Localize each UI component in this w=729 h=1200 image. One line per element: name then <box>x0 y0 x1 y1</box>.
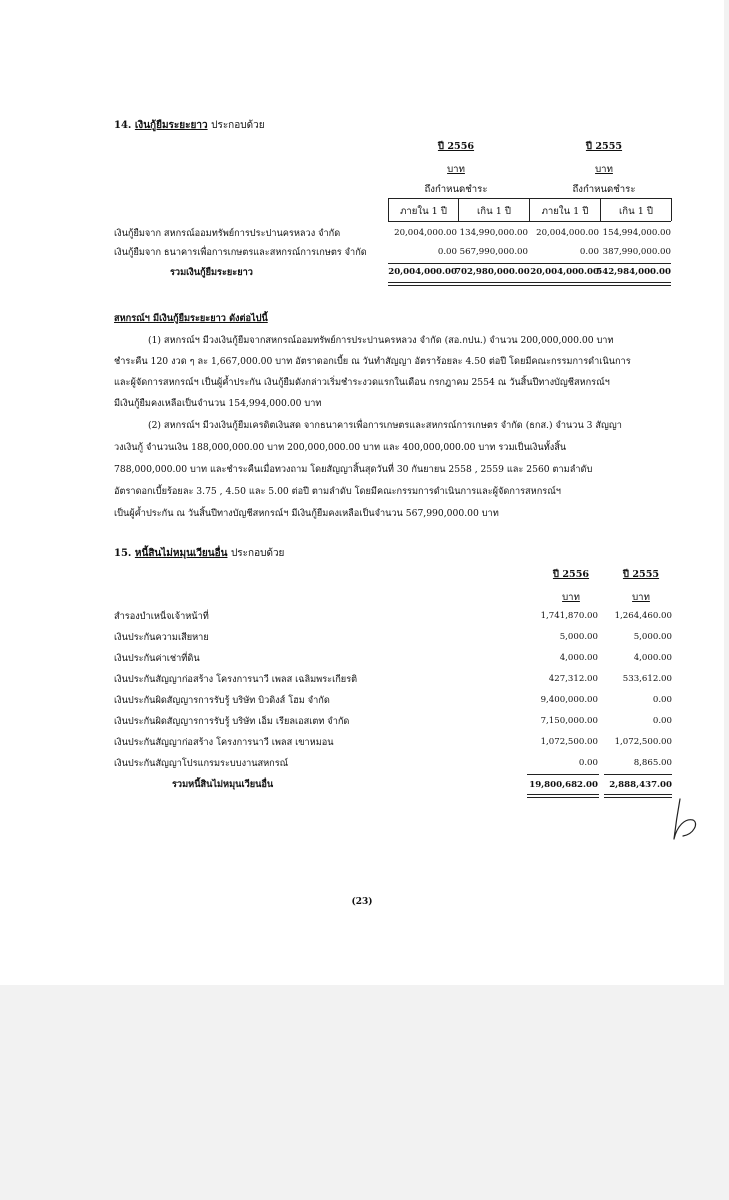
section-15-heading <box>114 546 284 561</box>
s15-row-value: 0.00 <box>652 695 672 705</box>
s15-year-2556: ปี 2556 <box>552 569 590 580</box>
s15-total-top-rule <box>604 774 672 775</box>
s14-sub-over-1y-2556: เกิน 1 ปี <box>477 206 511 217</box>
s14-row-value: 154,994,000.00 <box>602 228 671 238</box>
s14-row-value: 20,004,000.00 <box>536 228 599 238</box>
section-14-heading <box>114 118 265 133</box>
section-15-title: หนี้สินไม่หมุนเวียนอื่น <box>134 548 228 559</box>
notes-line: 788,000,000.00 บาท และชำระคืนเมื่อทวงถาม โดยสัญญาสิ้นสุดวันที่ 30 กันยายน 2558 , 2559 และ 2560 ตามลำดับ <box>114 464 593 475</box>
s14-row-label: เงินกู้ยืมจาก ธนาคารเพื่อการเกษตรและสหกรณ์การเกษตร จำกัด <box>114 247 367 258</box>
s15-unit-2556: บาท <box>562 592 580 603</box>
s15-row-label: เงินประกันผิดสัญญารการรับรู้ บริษัท เอ็ม เรียลเอสเตท จำกัด <box>114 716 350 727</box>
s14-row-label: เงินกู้ยืมจาก สหกรณ์ออมทรัพย์การประปานครหลวง จำกัด <box>114 228 341 239</box>
s14-due-2556: ถึงกำหนดชำระ <box>424 184 488 195</box>
s14-year-2555: ปี 2555 <box>585 141 623 152</box>
s15-total-top-rule <box>527 774 599 775</box>
s15-row-value: 4,000.00 <box>633 653 672 663</box>
s14-year-2556: ปี 2556 <box>437 141 475 152</box>
handwritten-initial-signature <box>668 796 702 842</box>
s14-sub-within-1y-2555: ภายใน 1 ปี <box>541 206 589 217</box>
notes-line: มีเงินกู้ยืมคงเหลือเป็นจำนวน 154,994,000.00 บาท <box>114 398 322 409</box>
s15-row-value: 8,865.00 <box>633 758 672 768</box>
s14-due-2555: ถึงกำหนดชำระ <box>572 184 636 195</box>
s14-row-value: 567,990,000.00 <box>459 247 528 257</box>
notes-line: (1) สหกรณ์ฯ มีวงเงินกู้ยืมจากสหกรณ์ออมทรัพย์การประปานครหลวง จำกัด (สอ.กปน.) จำนวน 200,000,000.00 บาท <box>148 335 614 346</box>
s14-row-value: 0.00 <box>437 247 457 257</box>
s15-total-label: รวมหนี้สินไม่หมุนเวียนอื่น <box>172 779 274 790</box>
notes-line: อัตราดอกเบี้ยร้อยละ 3.75 , 4.50 และ 5.00 ต่อปี ตามลำดับ โดยมีคณะกรรมการดำเนินการและผู้จัดการสหกรณ์ฯ <box>114 486 561 497</box>
s15-unit-2555: บาท <box>632 592 650 603</box>
notes-line: ชำระคืน 120 งวด ๆ ละ 1,667,000.00 บาท อัตราดอกเบี้ย ณ วันทำสัญญา อัตราร้อยละ 4.50 ต่อปี โดยมีคณะกรรมการดำเนินการ <box>114 356 631 367</box>
s15-row-value: 1,741,870.00 <box>540 611 598 621</box>
s14-sub-within-1y-2556: ภายใน 1 ปี <box>400 206 447 217</box>
s15-row-value: 4,000.00 <box>559 653 598 663</box>
s14-sub-over-1y-2555: เกิน 1 ปี <box>619 206 653 217</box>
page-number: (23) <box>351 897 373 907</box>
s14-total-value: 20,004,000.00 <box>530 267 599 277</box>
s14-unit-2556: บาท <box>447 164 465 175</box>
s15-row-label: เงินประกันความเสียหาย <box>114 632 209 643</box>
s15-row-value: 5,000.00 <box>559 632 598 642</box>
s15-row-label: เงินประกันค่าเช่าที่ดิน <box>114 653 200 664</box>
s15-row-value: 427,312.00 <box>548 674 598 684</box>
section-15-suffix: ประกอบด้วย <box>230 548 285 559</box>
s14-total-double-rule <box>388 282 671 286</box>
s14-row-value: 20,004,000.00 <box>394 228 457 238</box>
s14-total-value: 20,004,000.00 <box>388 267 457 277</box>
s14-total-value: 702,980,000.00 <box>455 267 530 277</box>
s15-total-value: 2,888,437.00 <box>609 780 672 790</box>
s15-row-value: 1,072,500.00 <box>540 737 598 747</box>
s15-row-label: เงินประกันสัญญาโปรแกรมระบบงานสหกรณ์ <box>114 758 289 769</box>
s15-row-label: สำรองบำเหน็จเจ้าหน้าที่ <box>114 611 209 622</box>
s15-row-label: เงินประกันผิดสัญญารการรับรู้ บริษัท บิวดิงส์ โฮม จำกัด <box>114 695 330 706</box>
s15-row-value: 0.00 <box>578 758 598 768</box>
s15-total-double-rule <box>527 794 599 798</box>
s14-header-divider <box>671 198 672 221</box>
s14-row-value: 0.00 <box>579 247 599 257</box>
section-14-suffix: ประกอบด้วย <box>211 120 265 131</box>
s14-unit-2555: บาท <box>595 164 613 175</box>
s15-row-value: 9,400,000.00 <box>540 695 598 705</box>
s15-row-label: เงินประกันสัญญาก่อสร้าง โครงการนาวี เพลส เฉลิมพระเกียรติ <box>114 674 358 685</box>
section-15-number: 15. <box>114 548 132 559</box>
s14-total-top-rule <box>388 263 671 264</box>
s14-total-value: 542,984,000.00 <box>596 267 671 277</box>
s15-row-value: 0.00 <box>652 716 672 726</box>
s15-row-value: 7,150,000.00 <box>540 716 598 726</box>
s15-year-2555: ปี 2555 <box>622 569 660 580</box>
s14-row-value: 134,990,000.00 <box>459 228 528 238</box>
s14-header-bottom-rule <box>388 221 671 222</box>
s14-row-value: 387,990,000.00 <box>602 247 671 257</box>
notes-line: วงเงินกู้ จำนวนเงิน 188,000,000.00 บาท 200,000,000.00 บาท และ 400,000,000.00 บาท รวมเป็นเงินทั้งสิ้น <box>114 442 567 453</box>
s15-row-label: เงินประกันสัญญาก่อสร้าง โครงการนาวี เพลส เขาหมอน <box>114 737 334 748</box>
notes-line: เป็นผู้ค้ำประกัน ณ วันสิ้นปีทางบัญชีสหกรณ์ฯ มีเงินกู้ยืมคงเหลือเป็นจำนวน 567,990,000.00 บาท <box>114 508 499 519</box>
notes-line: (2) สหกรณ์ฯ มีวงเงินกู้ยืมเครดิตเงินสด จากธนาคารเพื่อการเกษตรและสหกรณ์การเกษตร จำกัด (ธกส.) จำนวน 3 สัญญา <box>148 420 622 431</box>
s15-total-double-rule <box>604 794 672 798</box>
notes-heading: สหกรณ์ฯ มีเงินกู้ยืมระยะยาว ดังต่อไปนี้ <box>114 313 268 324</box>
s15-total-value: 19,800,682.00 <box>529 780 598 790</box>
notes-line: และผู้จัดการสหกรณ์ฯ เป็นผู้ค้ำประกัน เงินกู้ยืมดังกล่าวเริ่มชำระงวดแรกในเดือน กรกฎาคม 2554 ณ วันสิ้นปีทางบัญชีสหกรณ์ฯ <box>114 377 610 388</box>
section-14-number: 14. <box>114 120 132 131</box>
section-14-title: เงินกู้ยืมระยะยาว <box>134 120 208 131</box>
s15-row-value: 1,072,500.00 <box>614 737 672 747</box>
s14-total-label: รวมเงินกู้ยืมระยะยาว <box>170 267 253 278</box>
s15-row-value: 533,612.00 <box>622 674 672 684</box>
s15-row-value: 5,000.00 <box>633 632 672 642</box>
s15-row-value: 1,264,460.00 <box>614 611 672 621</box>
